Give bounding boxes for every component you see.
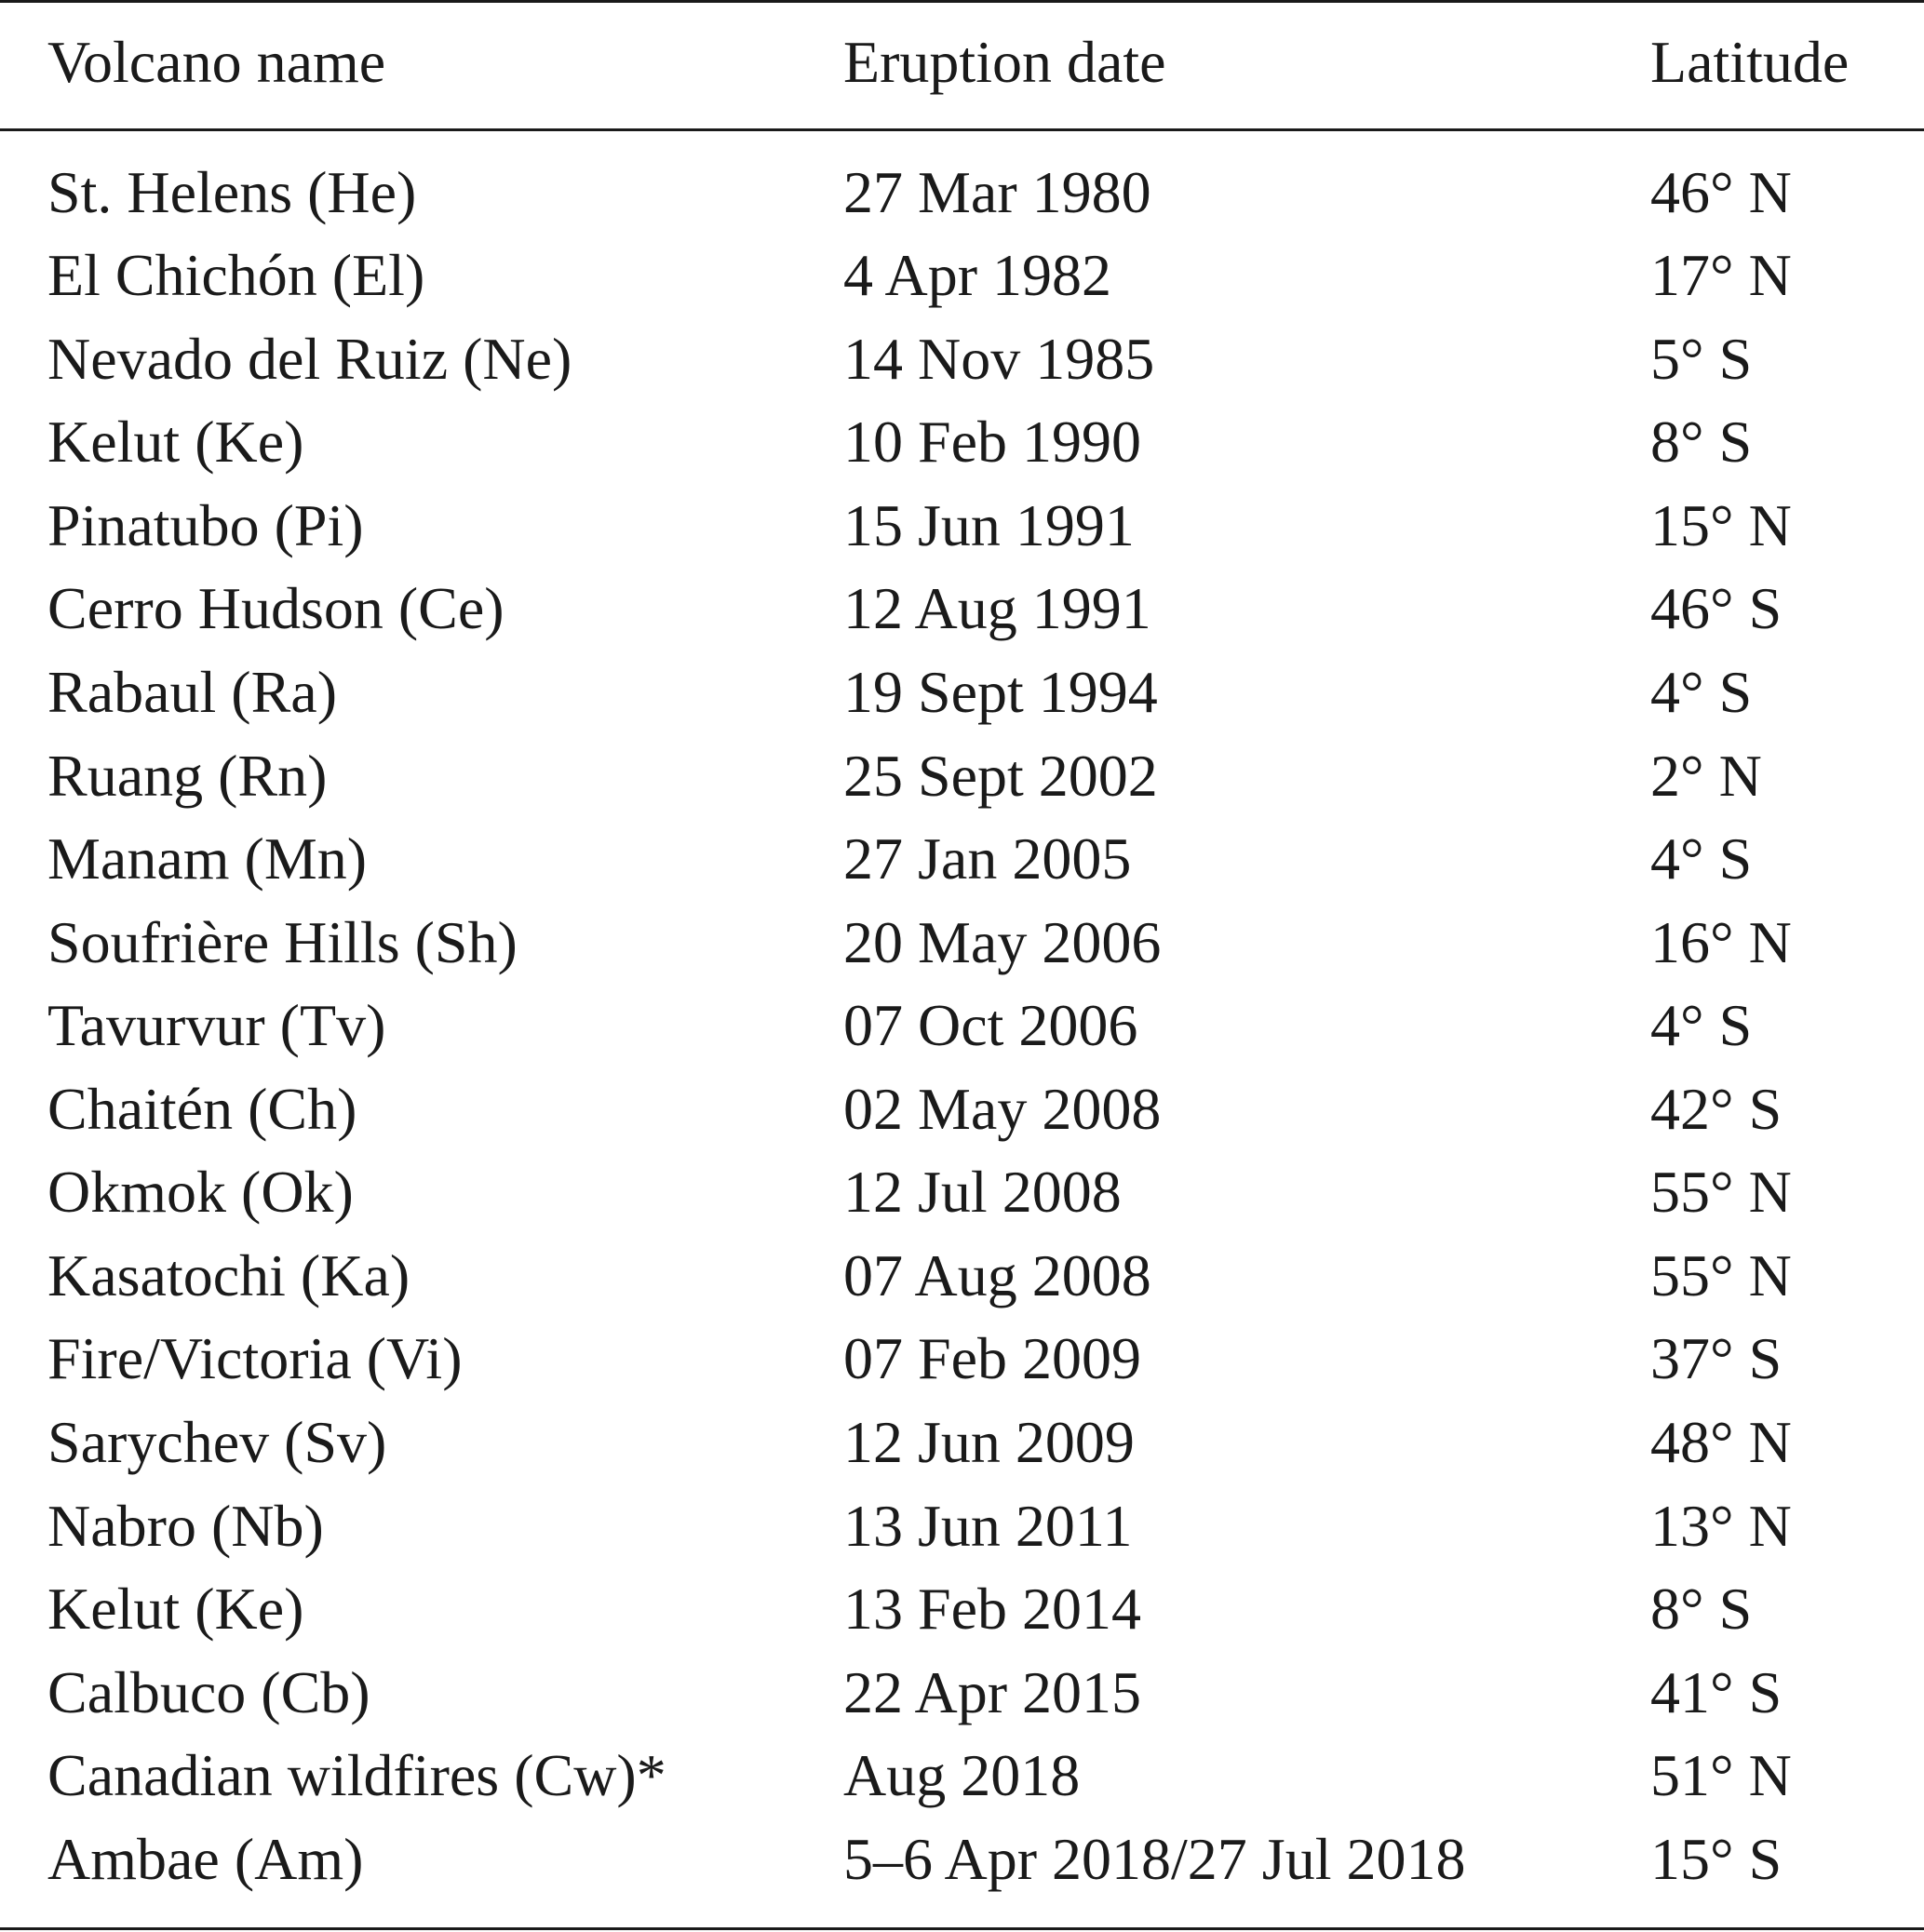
volcano-name-cell: Kelut (Ke)	[47, 409, 304, 475]
header-volcano-name: Volcano name	[47, 29, 386, 95]
eruption-date-cell: 14 Nov 1985	[843, 326, 1155, 392]
table-row	[0, 234, 1924, 317]
table-row	[0, 1567, 1924, 1651]
volcano-name-cell: Canadian wildfires (Cw)*	[47, 1742, 666, 1808]
eruption-date-cell: 19 Sept 1994	[843, 659, 1158, 725]
latitude-cell: 15° N	[1650, 492, 1792, 558]
eruption-date-cell: 27 Mar 1980	[843, 159, 1151, 225]
latitude-cell: 15° S	[1650, 1826, 1783, 1892]
eruption-date-cell: 12 Aug 1991	[843, 575, 1151, 641]
table-row	[0, 1317, 1924, 1401]
table-row	[0, 151, 1924, 235]
table-row	[0, 317, 1924, 401]
eruption-date-cell: 13 Feb 2014	[843, 1576, 1141, 1642]
volcano-name-cell: Ruang (Rn)	[47, 743, 328, 809]
latitude-cell: 46° N	[1650, 159, 1792, 225]
eruption-date-cell: 12 Jul 2008	[843, 1159, 1122, 1225]
top-rule	[0, 0, 1924, 3]
volcano-name-cell: El Chichón (El)	[47, 242, 425, 308]
latitude-cell: 41° S	[1650, 1659, 1783, 1725]
volcano-name-cell: Tavurvur (Tv)	[47, 992, 386, 1058]
volcano-name-cell: St. Helens (He)	[47, 159, 417, 225]
latitude-cell: 4° S	[1650, 825, 1753, 892]
table-row	[0, 1067, 1924, 1151]
eruption-date-cell: 15 Jun 1991	[843, 492, 1135, 558]
volcano-name-cell: Rabaul (Ra)	[47, 659, 337, 725]
latitude-cell: 13° N	[1650, 1493, 1792, 1559]
header-row	[0, 20, 1924, 104]
latitude-cell: 16° N	[1650, 909, 1792, 975]
latitude-cell: 55° N	[1650, 1159, 1792, 1225]
latitude-cell: 2° N	[1650, 743, 1762, 809]
latitude-cell: 37° S	[1650, 1325, 1783, 1391]
table-row	[0, 1818, 1924, 1901]
volcano-name-cell: Fire/Victoria (Vi)	[47, 1325, 463, 1391]
table-row	[0, 567, 1924, 651]
latitude-cell: 46° S	[1650, 575, 1783, 641]
eruption-date-cell: 10 Feb 1990	[843, 409, 1141, 475]
table-row	[0, 1150, 1924, 1234]
table-row	[0, 400, 1924, 484]
table-row	[0, 1651, 1924, 1735]
eruption-date-cell: 07 Oct 2006	[843, 992, 1138, 1058]
table-row	[0, 1484, 1924, 1568]
latitude-cell: 55° N	[1650, 1242, 1792, 1308]
volcano-name-cell: Nevado del Ruiz (Ne)	[47, 326, 572, 392]
latitude-cell: 4° S	[1650, 992, 1753, 1058]
table-row	[0, 484, 1924, 568]
volcano-name-cell: Chaitén (Ch)	[47, 1076, 357, 1142]
eruption-date-cell: 27 Jan 2005	[843, 825, 1132, 892]
eruption-date-cell: 4 Apr 1982	[843, 242, 1111, 308]
table-row	[0, 817, 1924, 901]
volcano-name-cell: Calbuco (Cb)	[47, 1659, 370, 1725]
volcano-name-cell: Sarychev (Sv)	[47, 1409, 387, 1475]
table-row	[0, 651, 1924, 734]
eruption-date-cell: 22 Apr 2015	[843, 1659, 1141, 1725]
volcano-name-cell: Cerro Hudson (Ce)	[47, 575, 505, 641]
table-row	[0, 1234, 1924, 1318]
volcano-name-cell: Okmok (Ok)	[47, 1159, 354, 1225]
bottom-rule	[0, 1927, 1924, 1930]
latitude-cell: 4° S	[1650, 659, 1753, 725]
table-row	[0, 901, 1924, 985]
latitude-cell: 48° N	[1650, 1409, 1792, 1475]
eruption-date-cell: 07 Feb 2009	[843, 1325, 1141, 1391]
latitude-cell: 8° S	[1650, 1576, 1753, 1642]
latitude-cell: 5° S	[1650, 326, 1753, 392]
latitude-cell: 51° N	[1650, 1742, 1792, 1808]
table-row	[0, 984, 1924, 1067]
eruption-date-cell: 12 Jun 2009	[843, 1409, 1135, 1475]
header-eruption-date: Eruption date	[843, 29, 1166, 95]
eruption-date-cell: 20 May 2006	[843, 909, 1162, 975]
table-row	[0, 1401, 1924, 1484]
eruption-date-cell: 5–6 Apr 2018/27 Jul 2018	[843, 1826, 1466, 1892]
volcano-name-cell: Pinatubo (Pi)	[47, 492, 364, 558]
volcano-name-cell: Kelut (Ke)	[47, 1576, 304, 1642]
volcano-name-cell: Ambae (Am)	[47, 1826, 364, 1892]
table-row	[0, 1734, 1924, 1818]
volcano-name-cell: Soufrière Hills (Sh)	[47, 909, 518, 975]
eruption-date-cell: 02 May 2008	[843, 1076, 1162, 1142]
eruption-date-cell: 07 Aug 2008	[843, 1242, 1151, 1308]
table-row	[0, 734, 1924, 818]
eruption-date-cell: 13 Jun 2011	[843, 1493, 1133, 1559]
eruption-date-cell: 25 Sept 2002	[843, 743, 1158, 809]
volcano-name-cell: Kasatochi (Ka)	[47, 1242, 410, 1308]
volcano-name-cell: Manam (Mn)	[47, 825, 368, 892]
header-latitude: Latitude	[1650, 29, 1850, 95]
volcano-name-cell: Nabro (Nb)	[47, 1493, 324, 1559]
latitude-cell: 42° S	[1650, 1076, 1783, 1142]
eruption-date-cell: Aug 2018	[843, 1742, 1081, 1808]
latitude-cell: 17° N	[1650, 242, 1792, 308]
header-rule	[0, 128, 1924, 131]
latitude-cell: 8° S	[1650, 409, 1753, 475]
